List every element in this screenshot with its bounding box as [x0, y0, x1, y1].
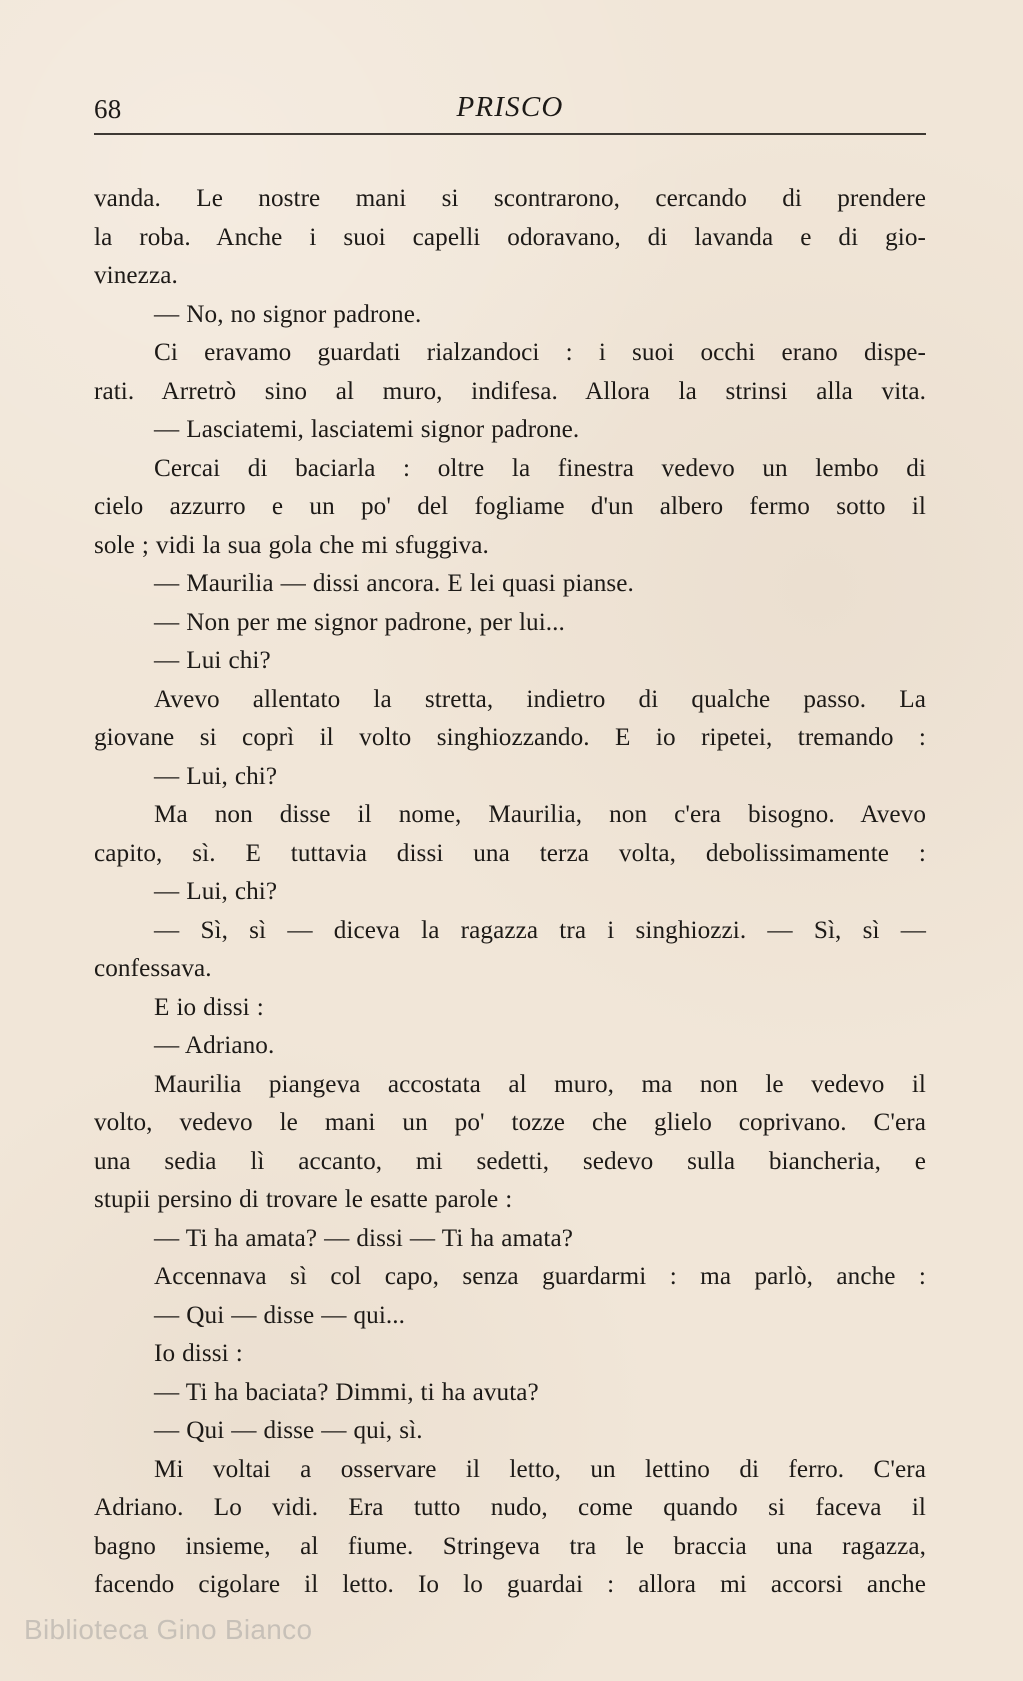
text-line: sole ; vidi la sua gola che mi sfuggiva.: [94, 531, 489, 559]
text-line: Ma non disse il nome, Maurilia, non c'era bisogno. Avevo: [154, 801, 926, 828]
text-line: — Qui — disse — qui, sì.: [154, 1417, 423, 1444]
text-line: Cercai di baciarla : oltre la finestra vedevo un lembo di: [154, 454, 926, 482]
text-line: facendo cigolare il letto. Io lo guardai : allora mi accorsi anche: [94, 1571, 926, 1598]
text-line: rati. Arretrò sino al muro, indifesa. Allora la strinsi alla vita.: [94, 377, 926, 405]
text-line: capito, sì. E tuttavia dissi una terza volta, debolissimamente :: [94, 839, 926, 867]
body-text: [94, 180, 926, 1605]
text-line: — Non per me signor padrone, per lui...: [154, 608, 565, 636]
text-line: giovane si coprì il volto singhiozzando. E io ripetei, tremando :: [94, 724, 926, 751]
text-line: Ci eravamo guardati rialzandoci : i suoi occhi erano dispe-: [154, 339, 926, 366]
text-line: — Lui chi?: [154, 647, 271, 674]
text-line: — Adriano.: [154, 1032, 275, 1059]
text-line: E io dissi :: [154, 993, 264, 1021]
library-watermark: Biblioteca Gino Bianco: [24, 1614, 313, 1645]
text-line: — No, no signor padrone.: [154, 300, 422, 328]
text-line: — Ti ha baciata? Dimmi, ti ha avuta?: [154, 1378, 539, 1406]
text-line: Maurilia piangeva accostata al muro, ma non le vedevo il: [154, 1070, 926, 1098]
text-line: Adriano. Lo vidi. Era tutto nudo, come quando si faceva il: [94, 1494, 926, 1521]
text-line: — Maurilia — dissi ancora. E lei quasi pianse.: [154, 570, 634, 597]
text-line: — Lui, chi?: [154, 878, 278, 905]
text-line: stupii persino di trovare le esatte parole :: [94, 1186, 513, 1213]
text-line: Mi voltai a osservare il letto, un lettino di ferro. C'era: [154, 1455, 926, 1483]
page-number: 68: [94, 94, 122, 124]
text-line: — Lui, chi?: [154, 762, 278, 790]
text-line: Accennava sì col capo, senza guardarmi : ma parlò, anche :: [154, 1263, 926, 1290]
text-line: — Qui — disse — qui...: [154, 1301, 406, 1329]
text-line: confessava.: [94, 955, 212, 982]
text-line: — Sì, sì — diceva la ragazza tra i singhiozzi. — Sì, sì —: [154, 916, 926, 944]
running-title: PRISCO: [456, 91, 564, 123]
text-line: Avevo allentato la stretta, indietro di qualche passo. La: [154, 685, 926, 713]
text-line: vanda. Le nostre mani si scontrarono, cercando di prendere: [94, 185, 926, 212]
text-line: la roba. Anche i suoi capelli odoravano, di lavanda e di gio-: [94, 223, 926, 251]
text-line: — Ti ha amata? — dissi — Ti ha amata?: [154, 1224, 574, 1252]
text-line: una sedia lì accanto, mi sedetti, sedevo sulla biancheria, e: [94, 1147, 926, 1175]
text-line: cielo azzurro e un po' del fogliame d'un albero fermo sotto il: [94, 493, 926, 520]
text-line: Io dissi :: [154, 1340, 243, 1367]
text-line: vinezza.: [94, 262, 178, 289]
header-rule: [94, 133, 926, 135]
text-line: — Lasciatemi, lasciatemi signor padrone.: [154, 416, 580, 443]
text-line: volto, vedevo le mani un po' tozze che glielo coprivano. C'era: [94, 1109, 926, 1136]
text-line: bagno insieme, al fiume. Stringeva tra le braccia una ragazza,: [94, 1532, 926, 1560]
